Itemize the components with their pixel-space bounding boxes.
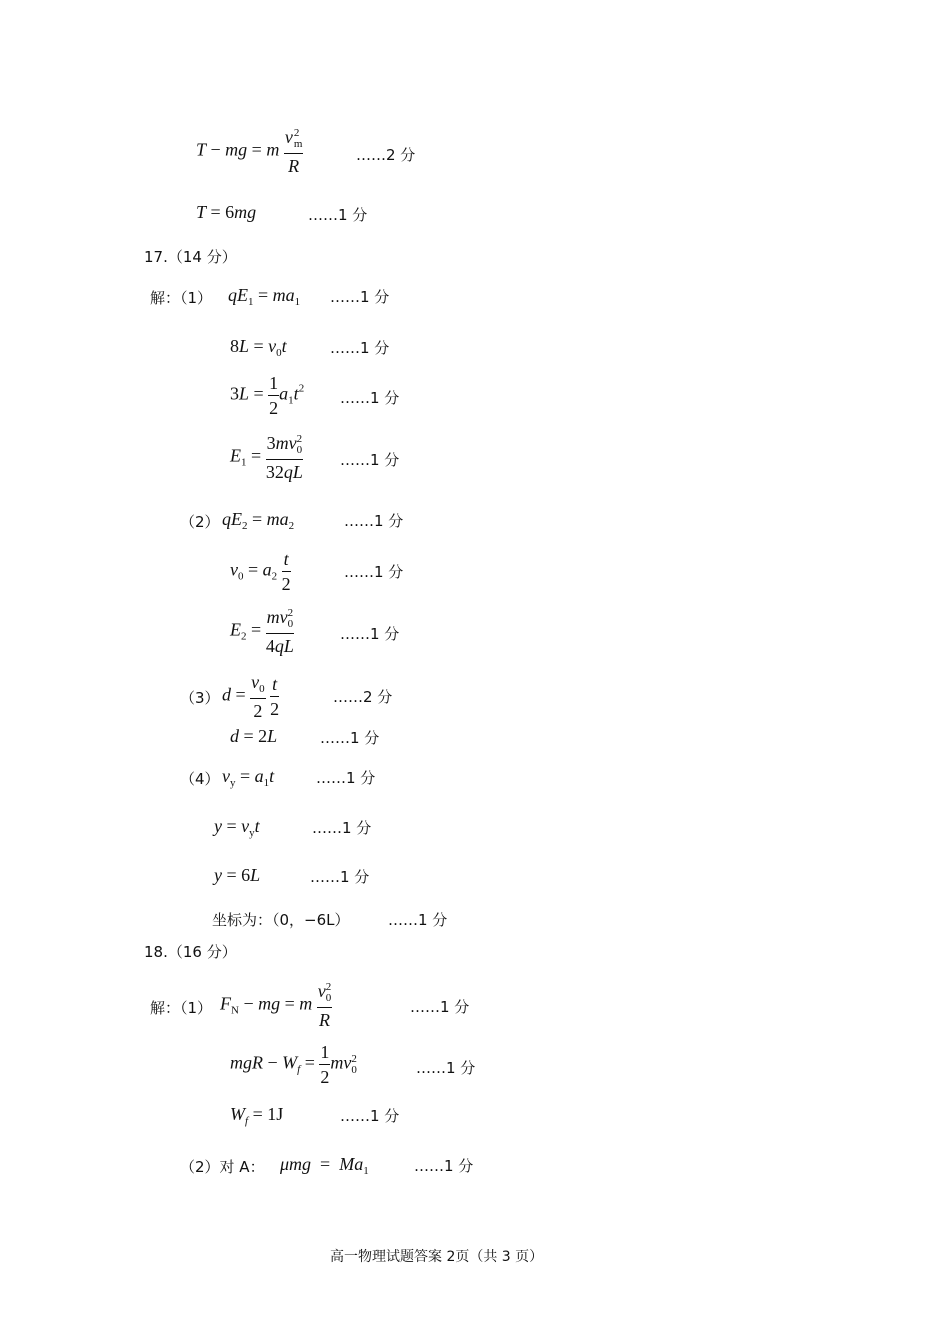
p18-part1-label: 解：（1） [150,999,213,1017]
eq-tension-newton2: T − mg = m v 2 m R [196,127,303,176]
eq-p17-d-frac: d = $\frac{v_0}{2}$ $\frac{t}{2}$ [222,672,280,721]
eq-p17-3L: 3L = $\frac{1}{2}$ $a_1t^2$ [230,373,305,418]
score-p17-coordinate: ……1 分 [388,911,448,929]
eq-p18-FN: $F_N$ − mg = m v 2 0 R [220,981,332,1030]
score-p17-y: ……1 分 [312,819,372,837]
eq-p17-v0: $v_0 = a_2$ $\frac{t}{2}$ [230,549,291,594]
p17-part2-label: （2） [180,513,220,531]
score-p17-v0: ……1 分 [344,563,404,581]
page-footer: 高一物理试题答案 2页（共 3 页） [330,1249,544,1265]
score-tension-newton2: ……2 分 [356,146,416,164]
eq-p17-vy: $v_y = a_1t$ [222,766,275,789]
p17-part3-label: （3） [180,689,220,707]
problem-18-header: 18.（16 分） [144,943,237,961]
score-p17-d-frac: ……2 分 [333,688,393,706]
score-p18-FN: ……1 分 [410,998,470,1016]
score-p18-energy: ……1 分 [416,1059,476,1077]
eq-p17-E2: $E_2$ = mv 2 0 4qL [230,607,294,656]
p17-part1-label: 解：（1） [150,289,213,307]
score-p17-vy: ……1 分 [316,769,376,787]
score-p17-d-result: ……1 分 [320,729,380,747]
eq-tension-result: T = 6mg [196,202,257,222]
eq-p18-energy: mgR − $W_f$ = $\frac{1}{2}$ mv 2 0 [230,1042,357,1087]
score-p18-Wf: ……1 分 [340,1107,400,1125]
eq-p17-d-result: d = 2L [230,726,278,746]
eq-p17-qE2: $qE_2 = ma_2$ [222,509,295,532]
eq-p17-qE1: $qE_1 = ma_1$ [228,285,301,308]
p18-part2-label: （2）对 A： [180,1158,265,1176]
score-p17-qE1: ……1 分 [330,288,390,306]
score-p17-3L: ……1 分 [340,389,400,407]
p17-part4-label: （4） [180,770,220,788]
eq-p18-Wf: $W_f = 1J$ [230,1104,284,1127]
p18-wf-value: = 1J [252,1104,284,1124]
score-p17-qE2: ……1 分 [344,512,404,530]
problem-17-header: 17.（14 分） [144,248,237,266]
eq-p17-y-result: y = 6L [214,865,261,885]
score-p17-E2: ……1 分 [340,625,400,643]
score-p17-y-result: ……1 分 [310,868,370,886]
eq-p17-E1: $E_1$ = 3mv 2 0 32qL [230,433,303,482]
eq-p17-8L: $8L = v_0t$ [230,336,287,359]
score-p18-friction: ……1 分 [414,1157,474,1175]
score-p17-8L: ……1 分 [330,339,390,357]
eq-p17-y: $y = v_yt$ [214,816,260,839]
eq-p18-friction: $\mu mg = Ma_1$ [280,1154,369,1177]
score-p17-E1: ……1 分 [340,451,400,469]
p17-coordinate-text: 坐标为：（0，−6L） [212,911,350,929]
score-tension-result: ……1 分 [308,206,368,224]
